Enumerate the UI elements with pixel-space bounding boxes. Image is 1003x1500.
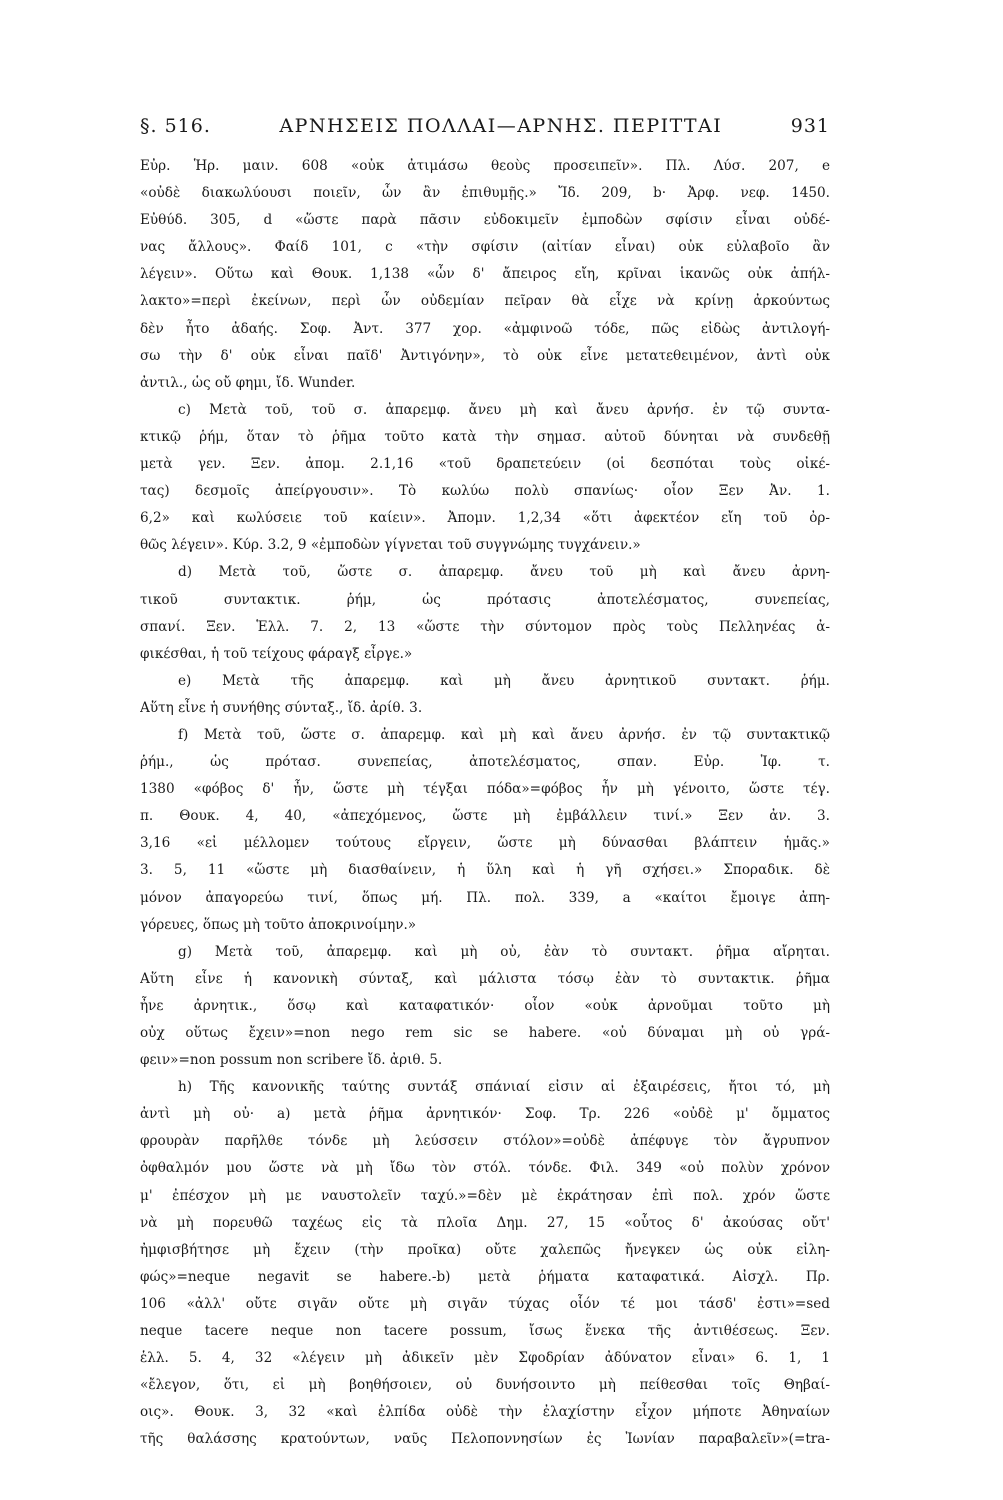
text-line: θῶς λέγειν». Κύρ. 3.2, 9 «ἐμποδὼν γίγνεται τοῦ συγγνώμης τυγχάνειν.»	[140, 537, 641, 554]
text-line: «ἔλεγον, ὅτι, εἰ μὴ βοηθήσοιεν, οὐ δυνήσοιντο μὴ πείθεσθαι τοῖς Θηβαί-	[140, 1377, 830, 1394]
text-line: δὲν ἦτο ἀδαής. Σοφ. Ἀντ. 377 χορ. «ἀμφινοῶ τόδε, πῶς εἰδὼς ἀντιλογή-	[140, 320, 830, 337]
text-line: τας) δεσμοῖς ἀπείργουσιν». Τὸ κωλύω πολὺ σπανίως· οἷον Ξεν Ἀν. 1.	[140, 483, 830, 500]
text-line: φικέσθαι, ἡ τοῦ τείχους φάραγξ εἶργε.»	[140, 645, 413, 662]
text-line: 3,16 «εἰ μέλλομεν τούτους εἴργειν, ὥστε μὴ δύνασθαι βλάπτειν ἡμᾶς.»	[140, 835, 830, 852]
text-line: 6,2» καὶ κωλύσειε τοῦ καίειν». Ἀπομν. 1,2,34 «ὅτι ἀφεκτέον εἴη τοῦ ὀρ-	[140, 510, 830, 527]
text-line: νὰ μὴ πορευθῶ ταχέως εἰς τὰ πλοῖα Δημ. 27, 15 «οὗτος δ' ἀκούσας οὔτ'	[140, 1214, 830, 1231]
text-line: f) Μετὰ τοῦ, ὥστε σ. ἀπαρεμφ. καὶ μὴ καὶ ἄνευ ἀρνήσ. ἐν τῷ συντακτικῷ	[178, 726, 830, 743]
text-line: 106 «ἀλλ' οὔτε σιγᾶν οὔτε μὴ σιγᾶν τύχας οἷόν τέ μοι τάσδ' ἐστι»=sed	[140, 1295, 830, 1312]
text-line: κτικῷ ῥήμ, ὅταν τὸ ῥῆμα τοῦτο κατὰ τὴν σημασ. αὐτοῦ δύνηται νὰ συνδεθῇ	[140, 428, 830, 445]
text-line: φρουρὰν παρῆλθε τόνδε μὴ λεύσσειν στόλον»=οὐδὲ ἀπέφυγε τὸν ἄγρυπνον	[140, 1133, 830, 1150]
text-line: e) Μετὰ τῆς ἀπαρεμφ. καὶ μὴ ἄνευ ἀρνητικοῦ συντακτ. ῥήμ.	[178, 672, 830, 689]
text-line: neque tacere neque non tacere possum, ἴσως ἕνεκα τῆς ἀντιθέσεως. Ξεν.	[140, 1323, 830, 1340]
text-line: μόνον ἀπαγορεύω τινί, ὅπως μή. Πλ. πολ. 339, a «καίτοι ἔμοιγε ἀπη-	[140, 889, 830, 906]
text-line: ἑλλ. 5. 4, 32 «λέγειν μὴ ἀδικεῖν μὲν Σφοδρίαν ἀδύνατον εἶναι» 6. 1, 1	[140, 1350, 830, 1367]
text-line: γόρευες, ὅπως μὴ τοῦτο ἀποκρινοίμην.»	[140, 916, 417, 933]
text-line: d) Μετὰ τοῦ, ὥστε σ. ἀπαρεμφ. ἄνευ τοῦ μὴ καὶ ἄνευ ἀρνη-	[178, 564, 830, 581]
text-line: λέγειν». Οὕτω καὶ Θουκ. 1,138 «ὧν δ' ἄπειρος εἴη, κρῖναι ἱκανῶς οὐκ ἀπήλ-	[140, 266, 830, 283]
text-line: τῆς θαλάσσης κρατούντων, ναῦς Πελοποννησίων ἐς Ἰωνίαν παραβαλεῖν»(=tra-	[140, 1431, 830, 1448]
text-line: ἀντιλ., ὡς οὔ φημι, ἴδ. Wunder.	[140, 374, 356, 391]
section-number: §. 516.	[140, 115, 211, 137]
text-line: λακτο»=περὶ ἐκείνων, περὶ ὧν οὐδεμίαν πεῖραν θὰ εἶχε νὰ κρίνῃ ἀρκούντως	[140, 293, 830, 310]
text-line: σπανί. Ξεν. Ἑλλ. 7. 2, 13 «ὥστε τὴν σύντομον πρὸς τοὺς Πελληνέας ἀ-	[140, 618, 830, 635]
page-number: 931	[790, 115, 830, 137]
text-line: νας ἄλλους». Φαίδ 101, c «τὴν σφίσιν (αἰτίαν εἶναι) οὐκ εὐλαβοῖο ἂν	[140, 239, 830, 256]
book-page	[140, 115, 830, 1454]
text-line: μετὰ γεν. Ξεν. ἀπομ. 2.1,16 «τοῦ δραπετεύειν (οἱ δεσπόται τοὺς οἰκέ-	[140, 456, 830, 473]
text-line: «οὐδὲ διακωλύουσι ποιεῖν, ὧν ἂν ἐπιθυμῇς.» Ἴδ. 209, b· Ἀρφ. νεφ. 1450.	[140, 185, 830, 202]
text-line: Αὕτη εἶνε ἡ συνήθης σύνταξ., ἴδ. ἀρίθ. 3.	[140, 699, 423, 716]
text-line: φειν»=non possum non scribere ἴδ. ἀριθ. 5.	[140, 1052, 443, 1069]
body-text	[140, 153, 830, 1454]
text-line: ῥήμ., ὡς πρότασ. συνεπείας, ἀποτελέσματος, σπαν. Εὐρ. Ἰφ. τ.	[140, 754, 830, 771]
text-line: τικοῦ συντακτικ. ῥήμ, ὡς πρότασις ἀποτελέσματος, συνεπείας,	[140, 591, 830, 608]
page-title: ΑΡΝΗΣΕΙΣ ΠΟΛΛΑΙ—ΑΡΝΗΣ. ΠΕΡΙΤΤΑΙ	[279, 115, 723, 137]
text-line: 3. 5, 11 «ὥστε μὴ διασθαίνειν, ἡ ὕλη καὶ ἡ γῆ σχήσει.» Σποραδικ. δὲ	[140, 862, 830, 879]
text-line: 1380 «φόβος δ' ἦν, ὥστε μὴ τέγξαι πόδα»=φόβος ἦν μὴ γένοιτο, ὥστε τέγ.	[140, 781, 830, 798]
text-line: Εὐρ. Ἡρ. μαιν. 608 «οὐκ ἀτιμάσω θεοὺς προσειπεῖν». Πλ. Λύσ. 207, e	[140, 158, 830, 174]
text-line: ἦνε ἀρνητικ., ὅσῳ καὶ καταφατικόν· οἷον «οὐκ ἀρνοῦμαι τοῦτο μὴ	[140, 997, 830, 1014]
text-line: g) Μετὰ τοῦ, ἀπαρεμφ. καὶ μὴ οὐ, ἐὰν τὸ συντακτ. ῥῆμα αἴρηται.	[178, 943, 830, 960]
text-line: σω τὴν δ' οὐκ εἶναι παῖδ' Ἀντιγόνην», τὸ οὐκ εἶνε μετατεθειμένον, ἀντὶ οὐκ	[140, 347, 830, 364]
text-line: φώς»=neque negavit se habere.-b) μετὰ ῥήματα καταφατικά. Αἰσχλ. Πρ.	[140, 1268, 830, 1285]
text-line: οὐχ οὕτως ἔχειν»=non nego rem sic se habere. «οὐ δύναμαι μὴ οὐ γρά-	[140, 1025, 830, 1041]
text-line: Αὕτη εἶνε ἡ κανονικὴ σύνταξ, καὶ μάλιστα τόσῳ ἐὰν τὸ συντακτικ. ῥῆμα	[140, 970, 830, 987]
text-line: ὀφθαλμόν μου ὥστε νὰ μὴ ἴδω τὸν στόλ. τόνδε. Φιλ. 349 «οὐ πολὺν χρόνον	[140, 1160, 830, 1177]
text-line: c) Μετὰ τοῦ, τοῦ σ. ἀπαρεμφ. ἄνευ μὴ καὶ ἄνευ ἀρνήσ. ἐν τῷ συντα-	[178, 401, 830, 418]
text-line: ἠμφισβήτησε μὴ ἔχειν (τὴν προῖκα) οὔτε χαλεπῶς ἤνεγκεν ὡς οὐκ εἰλη-	[140, 1241, 830, 1258]
text-line: h) Τῆς κανονικῆς ταύτης συντάξ σπάνιαί εἰσιν αἱ ἐξαιρέσεις, ἤτοι τό, μὴ	[178, 1079, 830, 1096]
text-line: Εὐθύδ. 305, d «ὥστε παρὰ πᾶσιν εὐδοκιμεῖν ἐμποδὼν σφίσιν εἶναι οὐδέ-	[140, 212, 830, 229]
running-header	[140, 115, 830, 137]
text-line: ἀντὶ μὴ οὐ· a) μετὰ ῥῆμα ἀρνητικόν· Σοφ. Τρ. 226 «οὐδὲ μ' ὄμματος	[140, 1106, 830, 1123]
text-line: π. Θουκ. 4, 40, «ἀπεχόμενος, ὥστε μὴ ἐμβάλλειν τινί.» Ξεν ἀν. 3.	[140, 808, 830, 825]
text-line: μ' ἐπέσχον μὴ με ναυστολεῖν ταχύ.»=δὲν μὲ ἐκράτησαν ἐπὶ πολ. χρόν ὥστε	[140, 1187, 830, 1204]
text-line: οις». Θουκ. 3, 32 «καὶ ἐλπίδα οὐδὲ τὴν ἐλαχίστην εἶχον μήποτε Ἀθηναίων	[140, 1404, 830, 1421]
